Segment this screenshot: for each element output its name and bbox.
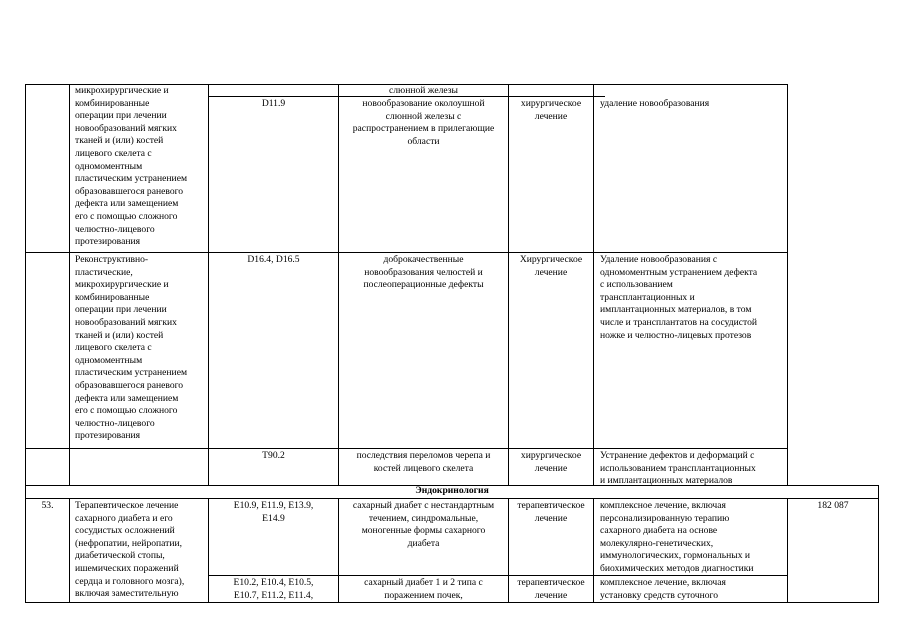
icd-code-cell: T90.2 <box>262 450 285 461</box>
treatment-type-cell: хирургическое лечение <box>520 450 582 474</box>
procedure-cell: комплексное лечение, включая персонализированную терапию сахарного диабета на основе молекулярно-генетических, иммунологических, гормональных и биохимических методов диагностики <box>600 500 754 574</box>
patient-model-cell: сахарный диабет с нестандартным течением, синдромальные, моногенные формы сахарного диабета <box>352 500 495 549</box>
row-divider <box>25 448 788 449</box>
method-cell: Реконструктивно- пластические, микрохирургические и комбинированные операции при лечении новообразований мягких тканей и (или) костей лицевого скелета с одномоментным пластическим устранением образовавшегося раневого дефекта или замещением его с помощью сложного челюстно-лицевого протезирования <box>75 254 188 442</box>
patient-model-cell: новообразование околоушной слюнной железы с распространением в прилегающие области <box>352 98 495 147</box>
section-header: Эндокринология <box>415 485 489 496</box>
column-divider <box>25 84 26 603</box>
icd-code-cell: D16.4, D16.5 <box>247 254 300 265</box>
row-divider <box>25 498 879 499</box>
method-cell: микрохирургические и комбинированные операции при лечении новообразований мягких тканей и (или) костей лицевого скелета с одномоментным пластическим устранением образовавшегося раневого дефекта или замещением его с помощью сложного челюстно-лицевого протезирования <box>75 85 188 248</box>
column-divider <box>593 498 594 603</box>
column-divider <box>787 498 788 603</box>
patient-model-cell: слюнной железы <box>389 85 458 96</box>
treatment-type-cell: терапевтическое лечение <box>517 577 585 601</box>
column-divider <box>878 485 879 603</box>
patient-model-cell: доброкачественные новообразования челюстей и послеоперационные дефекты <box>363 254 484 291</box>
row-divider <box>25 252 788 253</box>
column-divider <box>69 498 70 603</box>
procedure-cell: Устранение дефектов и деформаций с использованием трансплантационных и имплантационных материалов <box>600 450 756 485</box>
column-divider <box>508 84 509 485</box>
patient-model-cell: сахарный диабет 1 и 2 типа с поражением почек, <box>364 577 483 601</box>
icd-code-cell: E10.2, E10.4, E10.5, E10.7, E11.2, E11.4, <box>233 577 314 601</box>
row-divider <box>208 575 788 576</box>
medical-care-table <box>25 84 879 603</box>
icd-code-cell: D11.9 <box>261 98 286 109</box>
treatment-type-cell: хирургическое лечение <box>520 98 582 122</box>
treatment-type-cell: терапевтическое лечение <box>517 500 585 524</box>
column-divider <box>69 84 70 485</box>
column-divider <box>787 84 788 485</box>
column-divider <box>208 84 209 485</box>
row-number-cell: 53. <box>41 500 54 511</box>
procedure-cell: удаление новообразования <box>600 98 710 109</box>
patient-model-cell: последствия переломов черепа и костей лицевого скелета <box>356 450 491 474</box>
treatment-type-cell: Хирургическое лечение <box>519 254 583 278</box>
procedure-cell: Удаление новообразования с одномоментным устранением дефекта с использованием трансплантационных и имплантационных материалов, в том числе и трансплантатов на сосудистой ножке и челюстно-лицевых протезов <box>600 254 758 341</box>
method-cell: Терапевтическое лечение сахарного диабета и его сосудистых осложнений (нефропатии, нейропатии, диабетической стопы, ишемических поражений сердца и головного мозга), включая заместительную <box>75 500 185 600</box>
icd-code-cell: E10.9, E11.9, E13.9, E14.9 <box>233 500 314 524</box>
procedure-cell: комплексное лечение, включая установку средств суточного <box>600 577 726 601</box>
cost-cell: 182 087 <box>817 500 849 511</box>
column-divider <box>593 84 594 485</box>
